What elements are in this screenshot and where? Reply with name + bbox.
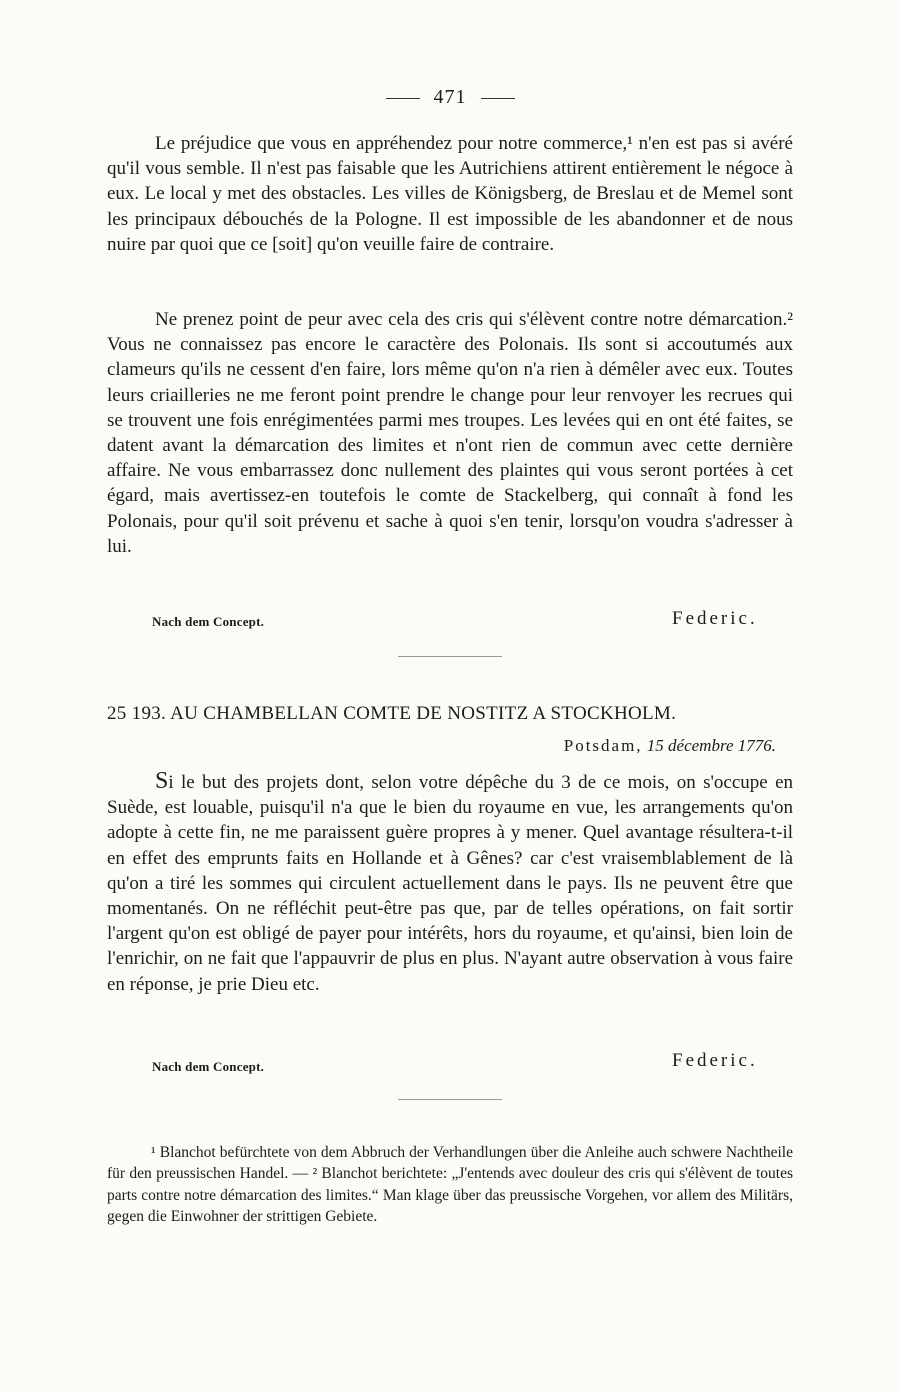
letter1-signature: Federic. [672,608,758,629]
letter2-signature: Federic. [672,1050,758,1071]
page-number: 471 [433,86,467,108]
letter2-body-text: i le but des projets dont, selon votre dépêche du 3 de ce mois, on s'occupe en Suède, est louable, puisqu'il n'a que le bien du royaume en vue, les arrangements qu'on adopte à cette fin, ne me paraissent guère propres à y mener. Quel avantage résultera-t-il en effet des emprunts faits en Hollande et à Gênes? car c'est vraisemblablement de là qu'on a tiré les sommes qui circulent actuellement dans le pays. Ils ne peuvent être que momentanés. On ne réfléchit peut-être pas que, par de telles opérations, on fait sortir l'argent qu'on est obligé de payer pour intérêts, hors du royaume, et qu'ainsi, bien loin de l'enrichir, on ne fait que l'appauvrir de plus en plus. N'ayant autre observation à vous faire en réponse, je prie Dieu etc. [107,772,793,995]
letter1-source-note: Nach dem Concept. [152,614,265,629]
header-dash-left [386,98,420,99]
letter2-heading [107,703,793,725]
dateline-place: Potsdam, [563,736,643,755]
letter-number: 25 193. [107,703,167,724]
letter2-paragraph [107,769,793,997]
letter1-paragraph-1: Le préjudice que vous en appréhendez pour notre commerce,¹ n'en est pas si avéré qu'il vous semble. Il n'est pas faisable que les Autrichiens attirent entièrement le négoce à eux. Le local y met des obstacles. Les villes de Königsberg, de Breslau et de Memel sont les principaux débouchés de la Pologne. Il est impossible de les abandonner et de nous nuire par quoi que ce [soit] qu'on veuille faire de contraire. [107,133,793,255]
running-head [0,86,900,109]
letter-addressee: AU CHAMBELLAN COMTE DE NOSTITZ A STOCKHOLM. [170,703,677,724]
letter2-source-note: Nach dem Concept. [152,1059,265,1074]
footnotes: ¹ Blanchot befürchtete von dem Abbruch der Verhandlungen über die Anleihe auch schwere Nachtheile für den preussischen Handel. — ² Blanchot berichtete: „J'entends avec douleur des cris qui s'élèvent de toutes parts contre notre démarcation des limites.“ Man klage über das preussische Vorgehen, vor allem des Militärs, gegen die Einwohner der strittigen Gebiete. [107,1144,793,1225]
dateline-date: 15 décembre 1776. [646,736,776,755]
footnote-divider [398,1099,502,1100]
letter2-dateline [564,736,776,756]
section-divider [398,656,502,657]
dropcap-letter: S [155,768,169,794]
letter1-paragraph-2: Ne prenez point de peur avec cela des cris qui s'élèvent contre notre démarcation.² Vous ne connaissez pas encore le caractère des Polonais. Ils sont si accoutumés aux clameurs qu'ils ne cessent d'en faire, lors même qu'on n'a rien à démêler avec eux. Toutes leurs criailleries ne me feront point prendre le change pour leur renvoyer les recrues qui se trouvent une fois enrégimentées parmi mes troupes. Les levées qui en ont été faites, se datent avant la démarcation des limites et n'ont rien de commun avec cette dernière affaire. Ne vous embarrassez donc nullement des plaintes qui vous seront portées à cet égard, mais avertissez-en toutefois le comte de Stackelberg, qui connaît à fond les Polonais, pour qu'il soit prévenu et sache à quoi s'en tenir, lorsqu'on voudra s'adresser à lui. [107,309,793,557]
header-dash-right [481,98,515,99]
